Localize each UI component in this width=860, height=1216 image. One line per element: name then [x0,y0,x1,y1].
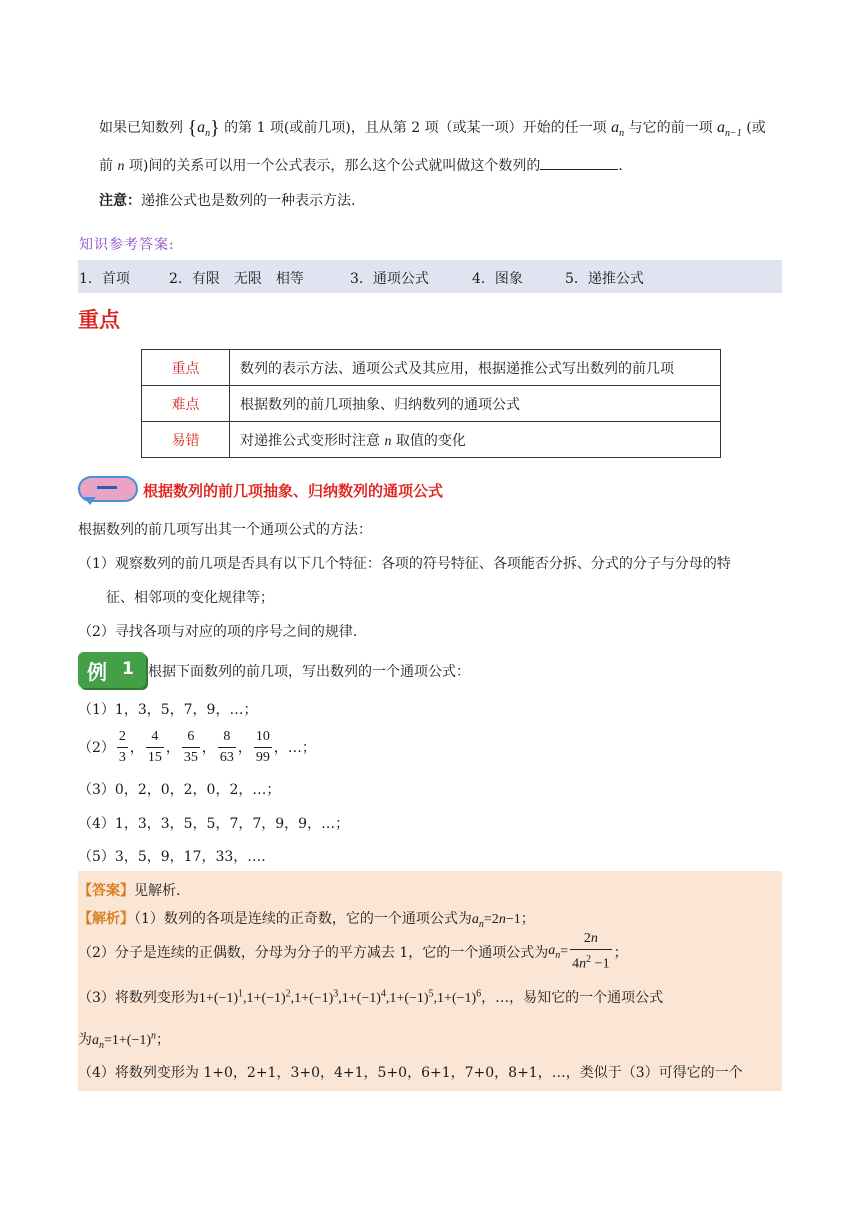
solution-text: ，…，易知它的一个通项公式 [481,990,664,1006]
key-points-heading: 重点 [78,308,120,332]
formula-part: −1； [505,912,535,927]
key-value: 数列的表示方法、通项公式及其应用，根据递推公式写出数列的前几项 [230,350,721,386]
formula-part: = [560,944,569,959]
denominator: $4n^2 -1$ [572,954,610,972]
intro-line-1 [99,117,766,140]
fraction [117,727,128,768]
note-text: 递推公式也是数列的一种表示方法. [141,193,356,209]
table-row [142,386,721,422]
denominator: 3 [118,749,126,765]
solution-text: （1）数列的各项是连续的正奇数，它的一个通项公式为 [134,911,472,927]
answer-item: 2．有限 无限 相等 [169,271,304,287]
solution-text: 为 [78,1032,92,1048]
numerator: 4 [146,727,164,748]
intro-text: 的第 1 项(或前几项)，且从第 2 项（或某一项）开始的任一项 [224,120,607,136]
analysis-tag: 【解析】 [78,911,134,927]
denominator: 15 [147,749,162,765]
method-2: （2）寻找各项与对应的项的序号之间的规律. [78,624,358,640]
fraction [570,929,611,975]
denominator: 35 [183,749,198,765]
method-intro: 根据数列的前几项写出其一个通项公式的方法： [78,522,372,538]
question-5: （5）3，5，9，17，33，…. [78,849,266,865]
formula-part: =2 [483,912,499,927]
question-2-end: ，…； [273,740,316,756]
key-label: 难点 [142,386,230,422]
question-1: （1）1，3，5，7，9，…； [78,702,258,718]
table-row [142,350,721,386]
term-an: $a_n$ [92,1033,104,1051]
key-label: 重点 [142,350,230,386]
variable-n: n [117,159,125,174]
exponent-n: n [151,1030,157,1042]
fraction [182,727,200,768]
intro-text: 前 [99,158,113,174]
denominator: 63 [219,749,234,765]
formula-part: =1+(−1) [104,1033,152,1048]
solution-3-cont [78,1029,170,1051]
solution-2 [78,929,628,975]
section-number-dash [97,486,117,489]
sequence-transform: $1+(-1)^1,1+(-1)^2,1+(-1)^3,1+(-1)^4,1+(-1)^5,1+(-1)^6$ [198,988,482,1006]
question-4: （4）1，3，3，5，5，7，7，9，9，…； [78,816,350,832]
solution-4: （4）将数列变形为 1+0，2+1，3+0，4+1，5+0，6+1，7+0，8+1，…，类似于（3）可得它的一个 [78,1065,743,1081]
method-1-line-1: （1）观察数列的前几项是否具有以下几个特征：各项的符号特征、各项能否分拆、分式的分子与分母的特 [78,556,731,572]
formula-part: ； [613,945,628,961]
numerator: 2 [117,727,128,748]
section-title: 根据数列的前几项抽象、归纳数列的通项公式 [143,482,444,500]
key-label: 易错 [142,422,230,458]
solution-text: （3）将数列变形为 [78,990,199,1006]
numerator: 8 [218,727,236,748]
answer-line [78,880,180,900]
bubble-tail-icon [84,497,96,505]
variable-n: n [384,433,392,449]
solution-box [78,871,782,1091]
answer-item: 4．图象 [472,271,523,287]
example-prompt: 根据下面数列的前几项，写出数列的一个通项公式： [148,664,470,680]
term-an: $a_n$ [611,119,625,140]
key-value-text: 对递推公式变形时注意 [240,432,380,449]
term-an-minus-1: $a_{n-1}$ [717,119,742,140]
key-points-table [141,349,721,458]
fill-blank [540,157,618,170]
sequence-brace-open: { [187,117,198,139]
intro-text: 项)间的关系可以用一个公式表示，那么这个公式就叫做这个数列的 [128,158,541,174]
solution-1 [78,908,535,930]
numerator: 6 [182,727,200,748]
answer-item: 5．递推公式 [565,271,644,287]
question-2-label: （2） [78,740,115,756]
solution-text: （2）分子是连续的正偶数，分母为分子的平方减去 1，它的一个通项公式为 [78,945,549,961]
key-value-text: 取值的变化 [395,432,466,449]
answer-item: 3．通项公式 [350,271,429,287]
question-2: （2） $\frac{2}{3}$ ， $\frac{4}{15}$ ， $\frac{6}{35}$ ， $\frac{8}{63}$ ， $\frac{10}{99}$ ，…； [78,724,316,770]
formula-part: ； [156,1032,171,1048]
table-row [142,422,721,458]
key-value [230,422,721,458]
example-badge-label: 例 [87,660,107,684]
fraction [218,727,236,768]
answer-item: 1．首项 [79,271,130,287]
intro-text: 如果已知数列 [99,120,183,136]
sequence-symbol: $a_n$ [197,119,211,140]
variable-n: n [498,912,506,927]
intro-line-2 [99,155,623,175]
key-value: 根据数列的前几项抽象、归纳数列的通项公式 [230,386,721,422]
intro-text: . [618,158,623,174]
fraction [254,727,272,768]
note-line [99,190,355,210]
numerator: 2n [570,929,611,950]
example-badge-number: 1 [122,659,134,679]
term-an: $a_n$ [548,943,561,961]
denominator: 99 [255,749,270,765]
solution-3 [78,987,663,1007]
example-badge [78,652,146,688]
fraction [146,727,164,768]
answer-tag: 【答案】 [78,883,134,899]
note-label: 注意： [99,193,141,209]
answers-title: 知识参考答案: [79,237,175,253]
answer-text: 见解析. [134,883,181,899]
intro-text: 与它的前一项 [628,120,713,136]
intro-text: (或 [746,120,766,136]
sequence-brace-close: } [210,117,220,139]
term-an: $a_n$ [471,912,484,930]
method-1-line-2: 征、相邻项的变化规律等； [106,590,274,606]
numerator: 10 [254,727,272,748]
answers-bar [78,260,782,293]
question-3: （3）0，2，0，2，0，2，…； [78,782,281,798]
